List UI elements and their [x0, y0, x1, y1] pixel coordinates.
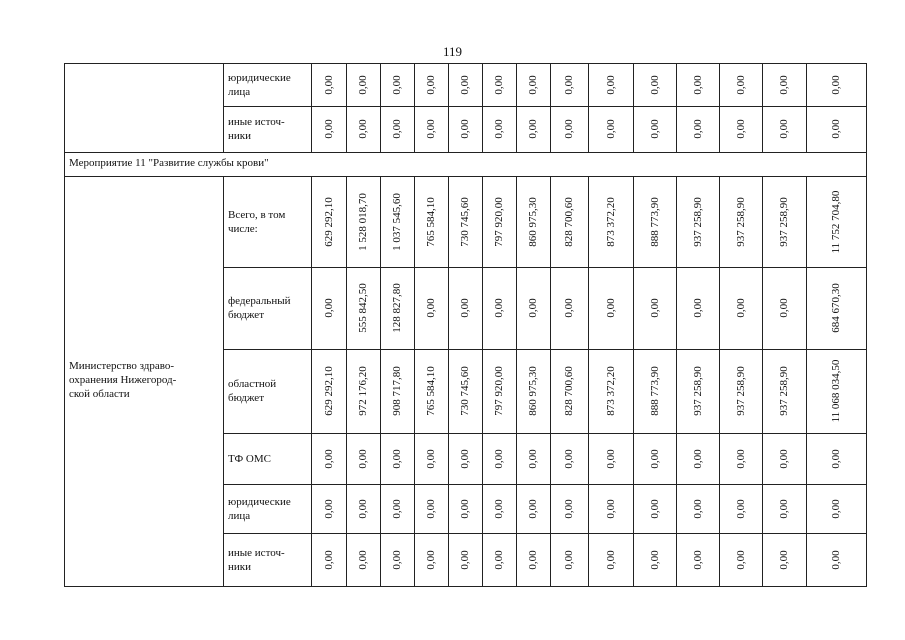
column-divider — [380, 63, 381, 152]
column-divider — [516, 176, 517, 586]
column-divider — [448, 176, 449, 586]
amount-cell: 0,00 — [778, 549, 790, 570]
amount-cell: 0,00 — [604, 298, 617, 318]
amount-cell: 937 258,90 — [734, 196, 747, 247]
amount-cell: 0,00 — [357, 448, 369, 469]
amount-cell: 937 258,90 — [691, 196, 704, 247]
amount-cell: 937 258,90 — [778, 196, 790, 247]
funding-source-label: федеральный бюджет — [228, 295, 291, 321]
column-divider — [482, 176, 483, 586]
amount-cell: 0,00 — [357, 119, 369, 139]
funding-source-label: Всего, в том числе: — [228, 208, 286, 235]
column-divider — [719, 63, 720, 152]
amount-cell: 0,00 — [425, 498, 437, 519]
amount-cell: 684 670,30 — [830, 283, 842, 333]
column-divider — [633, 176, 634, 586]
amount-cell: 860 975,30 — [527, 196, 539, 247]
amount-cell: 0,00 — [648, 298, 661, 318]
amount-cell: 0,00 — [459, 298, 471, 318]
funding-source-label: ТФ ОМС — [228, 452, 271, 465]
amount-cell: 0,00 — [734, 549, 747, 570]
amount-cell: 0,00 — [734, 448, 747, 469]
amount-cell: 0,00 — [322, 498, 335, 519]
row-divider — [64, 152, 866, 153]
amount-cell: 937 258,90 — [778, 366, 790, 416]
amount-cell: 1 528 018,70 — [357, 192, 369, 251]
amount-cell: 0,00 — [459, 74, 471, 95]
table-border-right — [866, 63, 867, 586]
amount-cell: 730 745,60 — [459, 366, 471, 416]
row-divider — [223, 106, 866, 107]
amount-cell: 0,00 — [493, 448, 505, 469]
column-divider — [414, 176, 415, 586]
amount-cell: 0,00 — [691, 498, 704, 519]
amount-cell: 0,00 — [830, 549, 842, 570]
amount-cell: 0,00 — [648, 549, 661, 570]
amount-cell: 0,00 — [734, 498, 747, 519]
amount-cell: 797 920,00 — [493, 196, 505, 247]
amount-cell: 0,00 — [648, 498, 661, 519]
amount-cell: 0,00 — [734, 74, 747, 95]
row-divider — [223, 484, 866, 485]
amount-cell: 0,00 — [604, 448, 617, 469]
column-divider — [588, 176, 589, 586]
amount-cell: 0,00 — [391, 549, 403, 570]
page-number: 119 — [442, 44, 463, 59]
column-divider — [311, 63, 312, 152]
amount-cell: 0,00 — [691, 549, 704, 570]
column-divider — [223, 63, 224, 152]
column-divider — [346, 63, 347, 152]
column-divider — [762, 176, 763, 586]
column-divider — [516, 63, 517, 152]
column-divider — [448, 63, 449, 152]
column-divider — [482, 63, 483, 152]
amount-cell: 0,00 — [830, 448, 842, 469]
amount-cell: 0,00 — [648, 119, 661, 139]
column-divider — [806, 63, 807, 152]
amount-cell: 873 372,20 — [604, 196, 617, 247]
column-divider — [588, 63, 589, 152]
amount-cell: 0,00 — [527, 498, 539, 519]
amount-cell: 0,00 — [493, 119, 505, 139]
amount-cell: 0,00 — [778, 298, 790, 318]
amount-cell: 0,00 — [527, 74, 539, 95]
amount-cell: 0,00 — [322, 448, 335, 469]
amount-cell: 0,00 — [527, 448, 539, 469]
amount-cell: 0,00 — [604, 74, 617, 95]
column-divider — [414, 63, 415, 152]
amount-cell: 828 700,60 — [563, 366, 575, 416]
column-divider — [550, 63, 551, 152]
amount-cell: 888 773,90 — [648, 196, 661, 247]
amount-cell: 0,00 — [691, 119, 704, 139]
amount-cell: 0,00 — [425, 448, 437, 469]
column-divider — [676, 63, 677, 152]
amount-cell: 0,00 — [493, 298, 505, 318]
amount-cell: 0,00 — [322, 74, 335, 95]
amount-cell: 0,00 — [604, 119, 617, 139]
amount-cell: 0,00 — [563, 298, 575, 318]
amount-cell: 0,00 — [459, 119, 471, 139]
amount-cell: 0,00 — [357, 498, 369, 519]
amount-cell: 0,00 — [425, 74, 437, 95]
amount-cell: 11 752 704,80 — [830, 190, 842, 253]
amount-cell: 0,00 — [459, 549, 471, 570]
amount-cell: 828 700,60 — [563, 196, 575, 247]
column-divider — [380, 176, 381, 586]
amount-cell: 765 584,10 — [425, 366, 437, 416]
row-divider — [223, 433, 866, 434]
amount-cell: 0,00 — [527, 119, 539, 139]
amount-cell: 0,00 — [563, 549, 575, 570]
executor-name: Министерство здраво- охранения Нижегород- ской области — [69, 360, 177, 400]
amount-cell: 0,00 — [425, 549, 437, 570]
amount-cell: 0,00 — [391, 119, 403, 139]
amount-cell: 0,00 — [734, 119, 747, 139]
event-title: Мероприятие 11 "Развитие службы крови" — [69, 157, 269, 169]
amount-cell: 555 842,50 — [357, 283, 369, 333]
table-border-top — [64, 63, 867, 64]
amount-cell: 0,00 — [391, 498, 403, 519]
row-divider — [223, 349, 866, 350]
amount-cell: 0,00 — [563, 448, 575, 469]
row-divider — [64, 176, 866, 177]
amount-cell: 629 292,10 — [322, 196, 335, 247]
column-divider — [311, 176, 312, 586]
amount-cell: 0,00 — [357, 74, 369, 95]
amount-cell: 0,00 — [691, 74, 704, 95]
table-border-bottom — [64, 586, 867, 587]
amount-cell: 0,00 — [322, 298, 335, 318]
column-divider — [762, 63, 763, 152]
amount-cell: 0,00 — [830, 119, 842, 139]
funding-source-label: областной бюджет — [228, 378, 277, 404]
amount-cell: 0,00 — [459, 448, 471, 469]
column-divider — [633, 63, 634, 152]
amount-cell: 11 068 034,50 — [830, 359, 842, 423]
funding-source-label: юридические лица — [228, 71, 291, 98]
amount-cell: 0,00 — [493, 549, 505, 570]
amount-cell: 0,00 — [527, 298, 539, 318]
column-divider — [223, 176, 224, 586]
row-divider — [223, 267, 866, 268]
column-divider — [550, 176, 551, 586]
amount-cell: 0,00 — [322, 119, 335, 139]
funding-source-label: иные источ- ники — [228, 546, 285, 573]
amount-cell: 0,00 — [563, 119, 575, 139]
amount-cell: 908 717,80 — [391, 366, 403, 416]
amount-cell: 0,00 — [778, 498, 790, 519]
funding-source-label: иные источ- ники — [228, 116, 285, 142]
amount-cell: 0,00 — [778, 119, 790, 139]
amount-cell: 0,00 — [357, 549, 369, 570]
amount-cell: 0,00 — [425, 298, 437, 318]
column-divider — [719, 176, 720, 586]
amount-cell: 0,00 — [778, 448, 790, 469]
amount-cell: 0,00 — [563, 498, 575, 519]
column-divider — [806, 176, 807, 586]
amount-cell: 629 292,10 — [322, 366, 335, 416]
amount-cell: 0,00 — [830, 74, 842, 95]
column-divider — [676, 176, 677, 586]
amount-cell: 0,00 — [493, 74, 505, 95]
amount-cell: 860 975,30 — [527, 366, 539, 416]
amount-cell: 1 037 545,60 — [391, 192, 403, 251]
amount-cell: 0,00 — [391, 74, 403, 95]
amount-cell: 0,00 — [322, 549, 335, 570]
amount-cell: 0,00 — [563, 74, 575, 95]
amount-cell: 0,00 — [527, 549, 539, 570]
amount-cell: 873 372,20 — [604, 366, 617, 416]
amount-cell: 0,00 — [459, 498, 471, 519]
amount-cell: 0,00 — [734, 298, 747, 318]
funding-source-label: юридические лица — [228, 495, 291, 522]
budget-table — [64, 63, 866, 586]
amount-cell: 0,00 — [778, 74, 790, 95]
amount-cell: 888 773,90 — [648, 366, 661, 416]
amount-cell: 0,00 — [604, 498, 617, 519]
amount-cell: 0,00 — [425, 119, 437, 139]
amount-cell: 0,00 — [648, 74, 661, 95]
amount-cell: 972 176,20 — [357, 366, 369, 416]
amount-cell: 765 584,10 — [425, 196, 437, 247]
amount-cell: 0,00 — [648, 448, 661, 469]
amount-cell: 0,00 — [691, 448, 704, 469]
amount-cell: 797 920,00 — [493, 366, 505, 416]
amount-cell: 0,00 — [391, 448, 403, 469]
amount-cell: 937 258,90 — [734, 366, 747, 416]
amount-cell: 0,00 — [830, 498, 842, 519]
amount-cell: 0,00 — [604, 549, 617, 570]
column-divider — [346, 176, 347, 586]
row-divider — [223, 533, 866, 534]
amount-cell: 730 745,60 — [459, 196, 471, 247]
amount-cell: 0,00 — [493, 498, 505, 519]
table-border-left — [64, 63, 65, 586]
amount-cell: 0,00 — [691, 298, 704, 318]
amount-cell: 937 258,90 — [691, 366, 704, 416]
amount-cell: 128 827,80 — [391, 283, 403, 333]
